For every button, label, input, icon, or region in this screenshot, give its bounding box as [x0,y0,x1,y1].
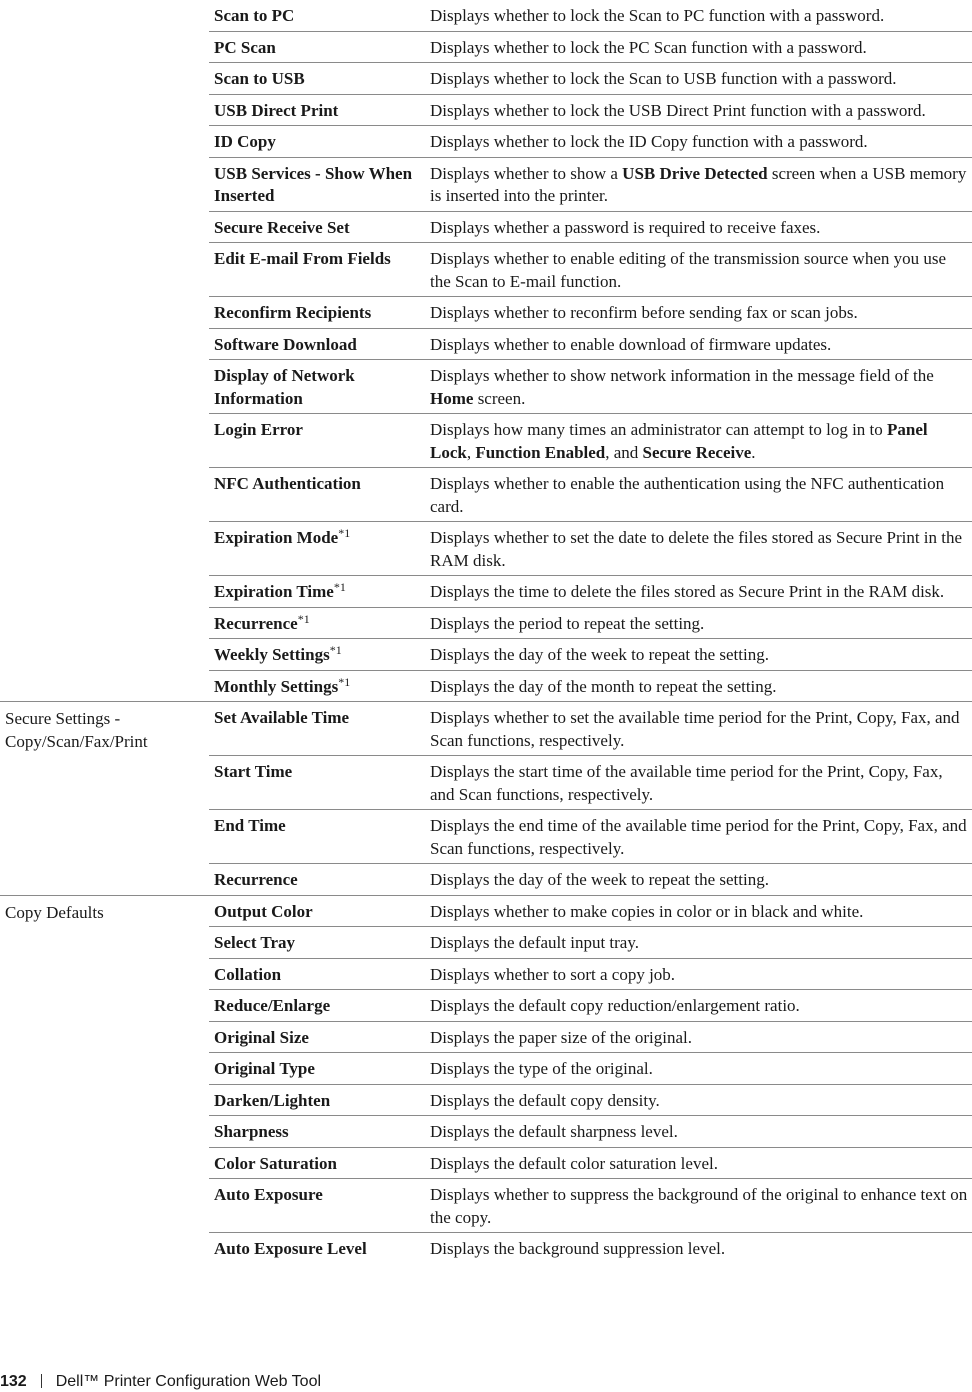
item-description: Displays the default copy reduction/enlargement ratio. [425,990,972,1022]
table-row [0,895,972,927]
item-description: Displays the paper size of the original. [425,1021,972,1053]
item-description: Displays whether to set the available time period for the Print, Copy, Fax, and Scan functions, respectively. [425,702,972,756]
ui-term: Home [430,388,474,408]
table-row [0,702,972,756]
item-name: Select Tray [209,927,425,959]
desc-text: screen when a USB memory is inserted into the printer. [430,163,967,205]
desc-text: , and [605,442,643,462]
item-description: Displays whether to enable the authentication using the NFC authentication card. [425,468,972,522]
item-description: Displays the default copy density. [425,1084,972,1116]
item-description: Displays whether to lock the ID Copy function with a password. [425,126,972,158]
item-description: Displays whether to lock the PC Scan function with a password. [425,31,972,63]
item-name: Darken/Lighten [209,1084,425,1116]
item-description: Displays the start time of the available time period for the Print, Copy, Fax, and Scan functions, respectively. [425,756,972,810]
item-name: Output Color [209,895,425,927]
item-name [209,576,425,608]
item-name: PC Scan [209,31,425,63]
footnote-marker: *1 [338,526,351,540]
item-description: Displays the day of the week to repeat the setting. [425,639,972,671]
item-description: Displays whether to lock the Scan to USB function with a password. [425,63,972,95]
group-label-secure-settings: Secure Settings - Copy/Scan/Fax/Print [0,702,209,896]
item-description: Displays whether to lock the Scan to PC function with a password. [425,0,972,31]
footnote-marker: *1 [297,611,310,626]
ui-term: Function Enabled [475,442,606,462]
item-name: ID Copy [209,126,425,158]
item-name: Scan to PC [209,0,425,31]
item-name: Set Available Time [209,702,425,756]
item-name-text: Monthly Settings [214,676,339,696]
item-name: Login Error [209,414,425,468]
footer-divider [41,1374,42,1388]
ui-term: Panel Lock [430,420,928,462]
item-description: Displays whether to reconfirm before sending fax or scan jobs. [425,297,972,329]
table-row [0,0,972,31]
item-name: Scan to USB [209,63,425,95]
item-description: Displays the default sharpness level. [425,1116,972,1148]
group-cell-empty [0,0,209,702]
item-description: Displays whether to sort a copy job. [425,958,972,990]
item-name: Color Saturation [209,1147,425,1179]
group-label-copy-defaults: Copy Defaults [5,902,104,922]
desc-text: , [466,442,476,462]
page-number: 132 [0,1373,27,1390]
item-name: Recurrence [209,864,425,896]
item-description: Displays whether a password is required to receive faxes. [425,211,972,243]
item-name-text: Expiration Mode [214,528,339,547]
item-name: Auto Exposure [209,1179,425,1233]
item-name [209,607,425,639]
item-description: Displays the time to delete the files stored as Secure Print in the RAM disk. [425,576,972,608]
item-name: Display of Network Information [209,360,425,414]
item-description: Displays whether to set the date to delete the files stored as Secure Print in the RAM disk. [425,522,972,576]
desc-text: Displays how many times an administrator can attempt to log in to [430,420,888,439]
item-description: Displays the day of the month to repeat the setting. [425,670,972,702]
item-name: Collation [209,958,425,990]
item-name: Original Size [209,1021,425,1053]
item-description: Displays whether to make copies in color or in black and white. [425,895,972,927]
item-name: Secure Receive Set [209,211,425,243]
item-name [209,639,425,671]
item-description: Displays whether to suppress the background of the original to enhance text on the copy. [425,1179,972,1233]
item-name-text: Weekly Settings [214,645,330,664]
item-description: Displays the background suppression level. [430,1239,726,1258]
item-description [425,157,972,211]
item-name: End Time [209,810,425,864]
ui-term: Secure Receive [642,442,752,462]
item-name: NFC Authentication [209,468,425,522]
page-footer [0,1372,321,1392]
desc-text: . [751,442,756,462]
desc-text: screen. [473,388,526,408]
item-description [425,414,972,468]
item-description: Displays the day of the week to repeat the setting. [425,864,972,896]
footer-title: Dell™ Printer Configuration Web Tool [55,1373,322,1390]
item-name [209,670,425,702]
item-description: Displays the type of the original. [425,1053,972,1085]
item-description: Displays the default color saturation level. [425,1147,972,1179]
desc-text: Displays whether to show network information in the message field of the [430,366,934,385]
item-name: USB Direct Print [209,94,425,126]
item-description: Displays the default input tray. [425,927,972,959]
item-name [209,522,425,576]
item-name: USB Services - Show When Inserted [209,157,425,211]
item-description: Displays whether to enable download of firmware updates. [425,328,972,360]
item-name: Auto Exposure Level [214,1239,367,1258]
footnote-marker: *1 [329,643,342,657]
item-name-text: Expiration Time [214,582,334,601]
item-name: Sharpness [209,1116,425,1148]
item-name: Reduce/Enlarge [209,990,425,1022]
item-description [425,360,972,414]
ui-term: USB Drive Detected [622,163,768,183]
footnote-marker: *1 [333,580,346,594]
item-name: Reconfirm Recipients [209,297,425,329]
footnote-marker: *1 [338,674,351,689]
item-name: Original Type [209,1053,425,1085]
item-name: Edit E-mail From Fields [209,243,425,297]
item-description: Displays the period to repeat the setting. [425,607,972,639]
item-name: Start Time [209,756,425,810]
item-name: Software Download [209,328,425,360]
desc-text: Displays whether to show a [430,163,623,183]
item-description: Displays the end time of the available time period for the Print, Copy, Fax, and Scan functions, respectively. [425,810,972,864]
item-description: Displays whether to lock the USB Direct Print function with a password. [425,94,972,126]
item-description: Displays whether to enable editing of the transmission source when you use the Scan to E-mail function. [425,243,972,297]
item-name-text: Recurrence [214,613,298,633]
